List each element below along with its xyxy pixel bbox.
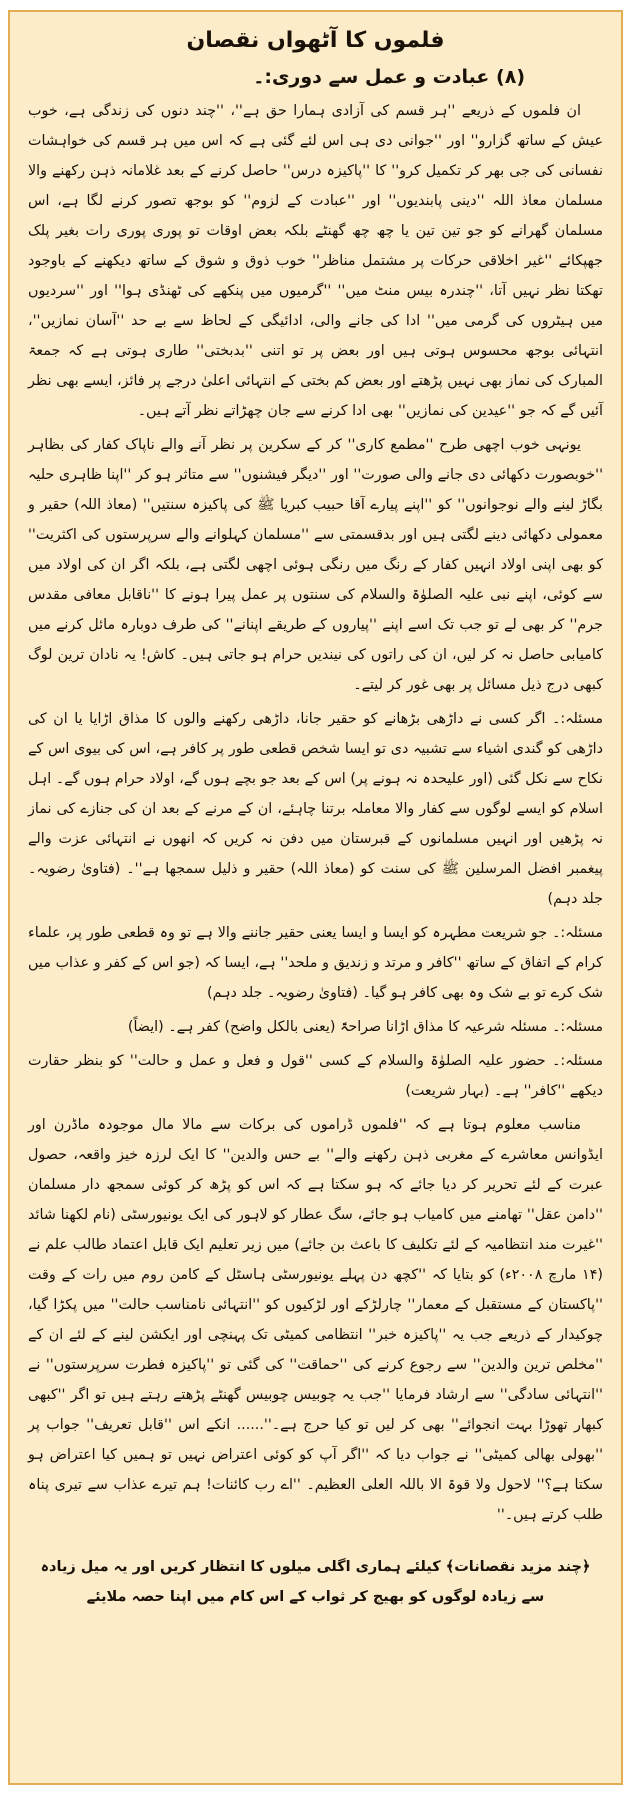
body-paragraph-2: یونہی خوب اچھی طرح ''مطمع کاری'' کر کے سکرین پر نظر آنے والے ناپاک کفار کی بظاہر ''خوبصورت دکھائی دی جانے والی صورت'' اور ''دیگر فیشنوں'' سے متاثر ہو کر ''اپنا ظاہری حلیہ بگاڑ لینے والے نوجوانوں'' کو ''اپنے پیارے آقا حبیب کبریا ﷺ کی پاکیزہ سنتیں'' (معاذ اللہ) حقیر و معمولی دکھائی دینے لگتی ہیں اور بدقسمتی سے ''مسلمان کہلوانے والے سرپرستوں کی اکثریت'' کو بھی اپنی اولاد انہیں کفار کے رنگ میں رنگی ہوئی اچھی لگتی ہے، بلکہ اگر ان کی اولاد میں سے کوئی، اپنے نبی علیہ الصلوٰۃ والسلام کی سنتوں پر عمل پیرا ہونے کا ''ناقابل معافی مقدس جرم'' کر بھی لے تو جب تک اسے اپنے ''پیاروں کے طریقے اپنانے'' کی طرف دوبارہ مائل کرنے میں کامیابی حاصل نہ کر لیں، ان کی راتوں کی نیندیں حرام ہو جاتی ہیں۔ کاش! یہ نادان ترین لوگ کبھی درج ذیل مسائل پر بھی غور کر لیتے۔ (28, 437, 603, 693)
article-page (8, 10, 623, 1785)
masala-4: مسئلہ:۔ حضور علیہ الصلوٰۃ والسلام کے کسی ''قول و فعل و عمل و حالت'' کو بنظر حقارت دیکھے ''کافر'' ہے۔ (بہار شریعت) (28, 1053, 603, 1099)
masala-1: مسئلہ:۔ اگر کسی نے داڑھی بڑھانے کو حقیر جانا، داڑھی رکھنے والوں کا مذاق اڑایا یا ان کی داڑھی کو گندی اشیاء سے تشبیہ دی تو ایسا شخص قطعی طور پر کافر ہے، اس کی بیوی اس کے نکاح سے نکل گئی (اور علیحدہ نہ ہونے پر) اس کے بعد جو بچے ہوں گے، اولاد حرام ہوں گے۔ اہل اسلام کو ایسے لوگوں سے کفار والا معاملہ برتنا چاہئے، ان کے مرنے کے بعد ان کی جنازے کی نماز نہ پڑھیں اور انہیں مسلمانوں کے قبرستان میں دفن نہ کریں کہ انھوں نے انتہائی عزت والے پیغمبر افضل المرسلین ﷺ کی سنت کو (معاذ اللہ) حقیر و ذلیل سمجھا ہے''۔ (فتاویٰ رضویہ۔ جلد دہم) (28, 711, 603, 907)
section-heading: (۸) عبادت و عمل سے دوری:۔ (253, 66, 525, 88)
masala-3: مسئلہ:۔ مسئلہ شرعیہ کا مذاق اڑانا صراحۃً (یعنی بالکل واضح) کفر ہے۔ (ایضاً) (127, 1019, 603, 1035)
page-title: فلموں کا آٹھواں نقصان (186, 28, 445, 53)
body-paragraph-1: ان فلموں کے ذریعے ''ہر قسم کی آزادی ہمارا حق ہے''، ''چند دنوں کی زندگی ہے، خوب عیش کے ساتھ گزارو'' اور ''جوانی دی ہی اس لئے گئی ہے کہ اس میں ہر قسم کی خواہشات نفسانی کی جی بھر کر تکمیل کرو'' کا ''پاکیزہ درس'' حاصل کرنے کے بعد غلامانہ ذہن رکھنے والا مسلمان معاذ اللہ ''دینی پابندیوں'' اور ''عبادت کے لزوم'' کو بوجھ تصور کرنے لگا ہے، اس مسلمان گھرانے کو جو تین تین یا چھ چھ گھنٹے بلکہ بعض اوقات تو پوری پوری رات بغیر پلک جھپکائے ''غیر اخلاقی حرکات پر مشتمل مناظر'' خوب ذوق و شوق کے ساتھ دیکھنے کے باوجود تھکتا نظر نہیں آتا، ''چندرہ بیس منٹ میں'' ''گرمیوں میں پنکھے کی ٹھنڈی ہوا'' اور ''سردیوں میں ہیٹروں کی گرمی میں'' ادا کی جانے والی، ادائیگی کے لحاظ سے بے حد ''آسان نمازیں''، انتہائی بوجھ محسوس ہوتی ہیں اور بعض پر تو اتنی ''بدبختی'' طاری ہوتی ہے کہ جمعۃ المبارک کی نماز بھی نہیں پڑھتے اور بعض کم بختی کے انتہائی اعلیٰ درجے پر فائز، ایسے بھی نظر آئیں گے کہ جو ''عیدین کی نمازیں'' بھی ادا کرنے سے جان چھڑاتے نظر آتے ہیں۔ (28, 103, 603, 419)
closing-paragraph: مناسب معلوم ہوتا ہے کہ ''فلموں ڈراموں کی برکات سے مالا مال موجودہ ماڈرن اور ایڈوانس معاشرے کے مغربی ذہن رکھنے والے'' بے حس والدین'' کا ایک لرزہ خیز واقعہ، حصول عبرت کے لئے تحریر کر دیا جائے کہ ہو سکتا ہے کہ اس کو پڑھ کر کوئی سمجھ دار مسلمان ''دامن عقل'' تھامنے میں کامیاب ہو جائے، سگ عطار کو لاہور کی ایک یونیورسٹی (نام لکھنا شائد ''غیرت مند انتظامیہ کے لئے تکلیف کا باعث بن جائے) میں زیر تعلیم ایک قابل اعتماد طالب علم نے (۱۴ مارچ ۲۰۰۸ء) کو بتایا کہ ''کچھ دن پہلے یونیورسٹی ہاسٹل کے کامن روم میں رات کے وقت ''پاکستان کے مستقبل کے معمار'' چارلڑکے اور لڑکیوں کو ''انتہائی نامناسب حالت'' میں پکڑا گیا، چوکیدار کے ذریعے جب یہ ''پاکیزہ خبر'' انتظامی کمیٹی تک پہنچی اور ایکشن لینے کے لئے ان کے ''مخلص ترین والدین'' سے رجوع کرنے کی ''حماقت'' کی گئی تو ''پاکیزہ فطرت سرپرستوں'' نے ''انتہائی سادگی'' سے ارشاد فرمایا ''جب یہ چوبیس چوبیس گھنٹے پڑھتے رہتے ہیں تو اگر ''کبھی کبھار تھوڑا بہت انجوائے'' بھی کر لیں تو کیا حرج ہے۔''...... انکے اس ''قابل تعریف'' جواب پر ''بھولی بھالی کمیٹی'' نے جواب دیا کہ ''اگر آپ کو کوئی اعتراض نہیں تو ہمیں کیا اعتراض ہو سکتا ہے؟'' لاحول ولا قوۃ الا باللہ العلی العظیم۔ ''اے رب کائنات! ہم تیرے عذاب سے تیری پناہ طلب کرتے ہیں۔'' (28, 1117, 603, 1523)
masala-2: مسئلہ:۔ جو شریعت مطہرہ کو ایسا و ایسا یعنی حقیر جاننے والا ہے تو وہ قطعی طور پر، علماء کرام کے اتفاق کے ساتھ ''کافر و مرتد و زندیق و ملحد'' ہے، ایسا کہ (جو اس کے کفر و عذاب میں شک کرے تو بے شک وہ بھی کافر ہو گیا۔ (فتاویٰ رضویہ۔ جلد دہم) (28, 925, 603, 1001)
footer-note: ﴿چند مزید نقصانات﴾ کیلئے ہماری اگلی میلوں کا انتظار کریں اور یہ میل زیادہ سے زیادہ لوگوں کو بھیج کر ثواب کے اس کام میں اپنا حصہ ملایئے (40, 1559, 591, 1605)
